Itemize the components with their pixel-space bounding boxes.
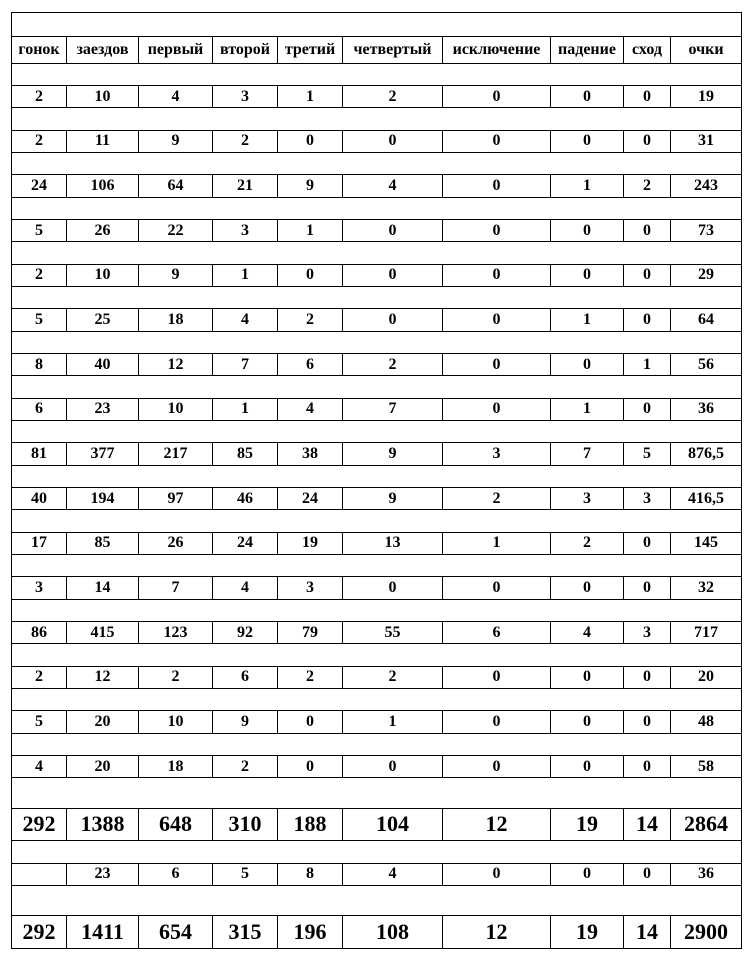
value-cell: 0 [443,398,551,420]
value-cell: 14 [624,916,671,949]
value-cell: 86 [12,621,67,643]
value-cell: 0 [443,354,551,376]
section-values-row [12,264,742,286]
column-header: исключение [443,37,551,63]
value-cell: 92 [213,621,278,643]
grand-total-values-row [12,916,742,949]
undefined-label [12,197,742,219]
value-cell: 0 [343,264,443,286]
value-cell: 5 [12,711,67,733]
value-cell: 2 [12,86,67,108]
section-values-row [12,621,742,643]
undefined-label [12,644,742,666]
column-header: сход [624,37,671,63]
value-cell: 12 [139,354,213,376]
value-cell: 0 [551,755,624,777]
value-cell: 64 [671,309,742,331]
undefined [12,197,742,219]
value-cell: 2 [278,309,343,331]
undefined-label [12,331,742,353]
value-cell: 1 [443,532,551,554]
value-cell: 64 [139,175,213,197]
value-cell: 1411 [67,916,139,949]
undefined-label [12,688,742,710]
undefined-label [12,554,742,576]
value-cell: 19 [278,532,343,554]
value-cell: 2 [278,666,343,688]
value-cell: 0 [443,755,551,777]
value-cell: 3 [624,487,671,509]
value-cell: 73 [671,220,742,242]
value-cell: 7 [343,398,443,420]
value-cell: 0 [343,309,443,331]
value-cell: 12 [443,808,551,840]
value-cell: 4 [343,175,443,197]
value-cell: 79 [278,621,343,643]
value-cell: 23 [67,863,139,885]
value-cell: 0 [551,863,624,885]
section-values-row [12,398,742,420]
value-cell: 104 [343,808,443,840]
section-values-row [12,220,742,242]
section-values-row [12,755,742,777]
value-cell: 0 [278,755,343,777]
value-cell: 5 [12,220,67,242]
column-header: второй [213,37,278,63]
value-cell: 415 [67,621,139,643]
value-cell: 7 [551,443,624,465]
value-cell: 2 [443,487,551,509]
value-cell: 6 [278,354,343,376]
undefined-label [12,242,742,264]
value-cell: 24 [12,175,67,197]
undefined-label [12,108,742,130]
value-cell: 2 [12,264,67,286]
value-cell: 0 [624,398,671,420]
column-header: первый [139,37,213,63]
value-cell: 292 [12,916,67,949]
value-cell: 0 [443,220,551,242]
value-cell: 18 [139,309,213,331]
value-cell: 19 [551,808,624,840]
value-cell: 0 [443,577,551,599]
value-cell: 0 [443,264,551,286]
value-cell: 1 [278,86,343,108]
value-cell: 2 [213,755,278,777]
value-cell: 4 [12,755,67,777]
column-header: гонок [12,37,67,63]
value-cell: 1 [551,309,624,331]
value-cell: 32 [671,577,742,599]
value-cell: 2864 [671,808,742,840]
value-cell: 9 [343,487,443,509]
value-cell: 24 [278,487,343,509]
value-cell: 0 [624,309,671,331]
value-cell: 2 [12,130,67,152]
undefined [12,510,742,532]
section-values-row [12,175,742,197]
column-header: падение [551,37,624,63]
value-cell: 0 [624,86,671,108]
value-cell: 17 [12,532,67,554]
undefined-label [12,599,742,621]
value-cell: 5 [213,863,278,885]
value-cell: 0 [278,264,343,286]
undefined [12,376,742,398]
value-cell: 55 [343,621,443,643]
extra-values-row [12,863,742,885]
column-header: третий [278,37,343,63]
value-cell: 58 [671,755,742,777]
value-cell: 2 [624,175,671,197]
value-cell: 19 [671,86,742,108]
value-cell: 1 [343,711,443,733]
section-values-row [12,309,742,331]
value-cell: 3 [551,487,624,509]
value-cell: 40 [67,354,139,376]
value-cell: 0 [443,309,551,331]
column-header: заездов [67,37,139,63]
undefined-label [12,421,742,443]
section-values-row [12,532,742,554]
value-cell: 0 [443,666,551,688]
value-cell: 654 [139,916,213,949]
value-cell: 2 [343,666,443,688]
value-cell: 46 [213,487,278,509]
value-cell: 0 [551,666,624,688]
undefined-label [12,376,742,398]
value-cell: 0 [443,175,551,197]
value-cell: 1 [551,398,624,420]
value-cell: 10 [67,264,139,286]
value-cell: 40 [12,487,67,509]
undefined-label [12,13,742,37]
undefined [12,465,742,487]
value-cell: 25 [67,309,139,331]
value-cell: 9 [213,711,278,733]
value-cell: 0 [551,264,624,286]
value-cell: 26 [139,532,213,554]
value-cell: 217 [139,443,213,465]
value-cell: 292 [12,808,67,840]
value-cell: 1 [213,398,278,420]
value-cell: 0 [624,264,671,286]
value-cell: 0 [343,220,443,242]
value-cell: 24 [213,532,278,554]
value-cell: 21 [213,175,278,197]
value-cell: 377 [67,443,139,465]
section-values-row [12,86,742,108]
undefined-label [12,63,742,85]
value-cell: 188 [278,808,343,840]
section-values-row [12,666,742,688]
section-values-row [12,130,742,152]
value-cell: 38 [278,443,343,465]
value-cell: 0 [278,130,343,152]
value-cell: 0 [343,130,443,152]
value-cell: 0 [551,220,624,242]
value-cell: 10 [139,398,213,420]
value-cell: 2 [551,532,624,554]
value-cell: 648 [139,808,213,840]
value-cell: 0 [343,577,443,599]
value-cell: 108 [343,916,443,949]
value-cell: 0 [551,577,624,599]
value-cell: 4 [343,863,443,885]
value-cell: 2 [12,666,67,688]
value-cell: 6 [443,621,551,643]
undefined-label [12,885,742,915]
value-cell: 1388 [67,808,139,840]
value-cell: 14 [67,577,139,599]
value-cell: 2900 [671,916,742,949]
value-cell: 7 [213,354,278,376]
section-values-row [12,443,742,465]
value-cell: 106 [67,175,139,197]
value-cell: 0 [551,711,624,733]
value-cell: 19 [551,916,624,949]
value-cell: 6 [213,666,278,688]
value-cell: 20 [671,666,742,688]
undefined [12,331,742,353]
value-cell: 0 [443,711,551,733]
value-cell: 1 [213,264,278,286]
value-cell: 6 [12,398,67,420]
value-cell: 876,5 [671,443,742,465]
undefined [12,688,742,710]
value-cell: 4 [551,621,624,643]
race-statistics-table [11,12,742,949]
value-cell: 3 [213,220,278,242]
value-cell: 13 [343,532,443,554]
value-cell: 6 [139,863,213,885]
undefined [12,13,742,37]
value-cell: 36 [671,863,742,885]
value-cell: 1 [624,354,671,376]
undefined [12,733,742,755]
value-cell: 0 [624,863,671,885]
undefined [12,554,742,576]
undefined-label [12,510,742,532]
undefined-label [12,778,742,808]
value-cell: 23 [67,398,139,420]
value-cell: 26 [67,220,139,242]
value-cell [12,863,67,885]
value-cell: 20 [67,755,139,777]
value-cell: 0 [278,711,343,733]
value-cell: 2 [343,354,443,376]
value-cell: 12 [443,916,551,949]
value-cell: 416,5 [671,487,742,509]
value-cell: 1 [551,175,624,197]
value-cell: 4 [139,86,213,108]
value-cell: 48 [671,711,742,733]
value-cell: 9 [139,264,213,286]
value-cell: 0 [624,532,671,554]
value-cell: 5 [624,443,671,465]
value-cell: 0 [343,755,443,777]
value-cell: 315 [213,916,278,949]
value-cell: 0 [443,130,551,152]
value-cell: 9 [343,443,443,465]
value-cell: 0 [443,86,551,108]
value-cell: 0 [443,863,551,885]
undefined [12,153,742,175]
section-values-row [12,711,742,733]
undefined-label [12,465,742,487]
value-cell: 0 [624,666,671,688]
column-header-row [12,37,742,63]
value-cell: 56 [671,354,742,376]
value-cell: 3 [213,86,278,108]
total-values-row [12,808,742,840]
value-cell: 9 [278,175,343,197]
value-cell: 0 [551,86,624,108]
value-cell: 4 [213,309,278,331]
section-values-row [12,487,742,509]
value-cell: 123 [139,621,213,643]
value-cell: 194 [67,487,139,509]
undefined [12,287,742,309]
undefined [12,242,742,264]
value-cell: 9 [139,130,213,152]
value-cell: 2 [213,130,278,152]
value-cell: 18 [139,755,213,777]
value-cell: 85 [213,443,278,465]
section-values-row [12,354,742,376]
value-cell: 196 [278,916,343,949]
value-cell: 36 [671,398,742,420]
section-values-row [12,577,742,599]
undefined [12,841,742,863]
value-cell: 0 [624,220,671,242]
value-cell: 2 [343,86,443,108]
value-cell: 8 [12,354,67,376]
value-cell: 81 [12,443,67,465]
value-cell: 29 [671,264,742,286]
undefined [12,599,742,621]
value-cell: 0 [624,577,671,599]
value-cell: 310 [213,808,278,840]
value-cell: 14 [624,808,671,840]
undefined-label [12,733,742,755]
value-cell: 4 [278,398,343,420]
undefined-label [12,287,742,309]
value-cell: 85 [67,532,139,554]
value-cell: 3 [278,577,343,599]
value-cell: 11 [67,130,139,152]
value-cell: 0 [624,711,671,733]
value-cell: 3 [443,443,551,465]
undefined [12,108,742,130]
undefined [12,885,742,915]
undefined [12,63,742,85]
value-cell: 243 [671,175,742,197]
value-cell: 10 [67,86,139,108]
column-header: очки [671,37,742,63]
value-cell: 717 [671,621,742,643]
undefined [12,421,742,443]
column-header: четвертый [343,37,443,63]
value-cell: 0 [624,755,671,777]
value-cell: 20 [67,711,139,733]
undefined-label [12,841,742,863]
value-cell: 22 [139,220,213,242]
value-cell: 8 [278,863,343,885]
value-cell: 12 [67,666,139,688]
value-cell: 1 [278,220,343,242]
value-cell: 4 [213,577,278,599]
value-cell: 97 [139,487,213,509]
value-cell: 31 [671,130,742,152]
value-cell: 5 [12,309,67,331]
value-cell: 3 [12,577,67,599]
undefined [12,644,742,666]
value-cell: 0 [551,130,624,152]
value-cell: 3 [624,621,671,643]
value-cell: 0 [624,130,671,152]
value-cell: 2 [139,666,213,688]
value-cell: 0 [551,354,624,376]
value-cell: 7 [139,577,213,599]
value-cell: 145 [671,532,742,554]
value-cell: 10 [139,711,213,733]
undefined-label [12,153,742,175]
undefined [12,778,742,808]
